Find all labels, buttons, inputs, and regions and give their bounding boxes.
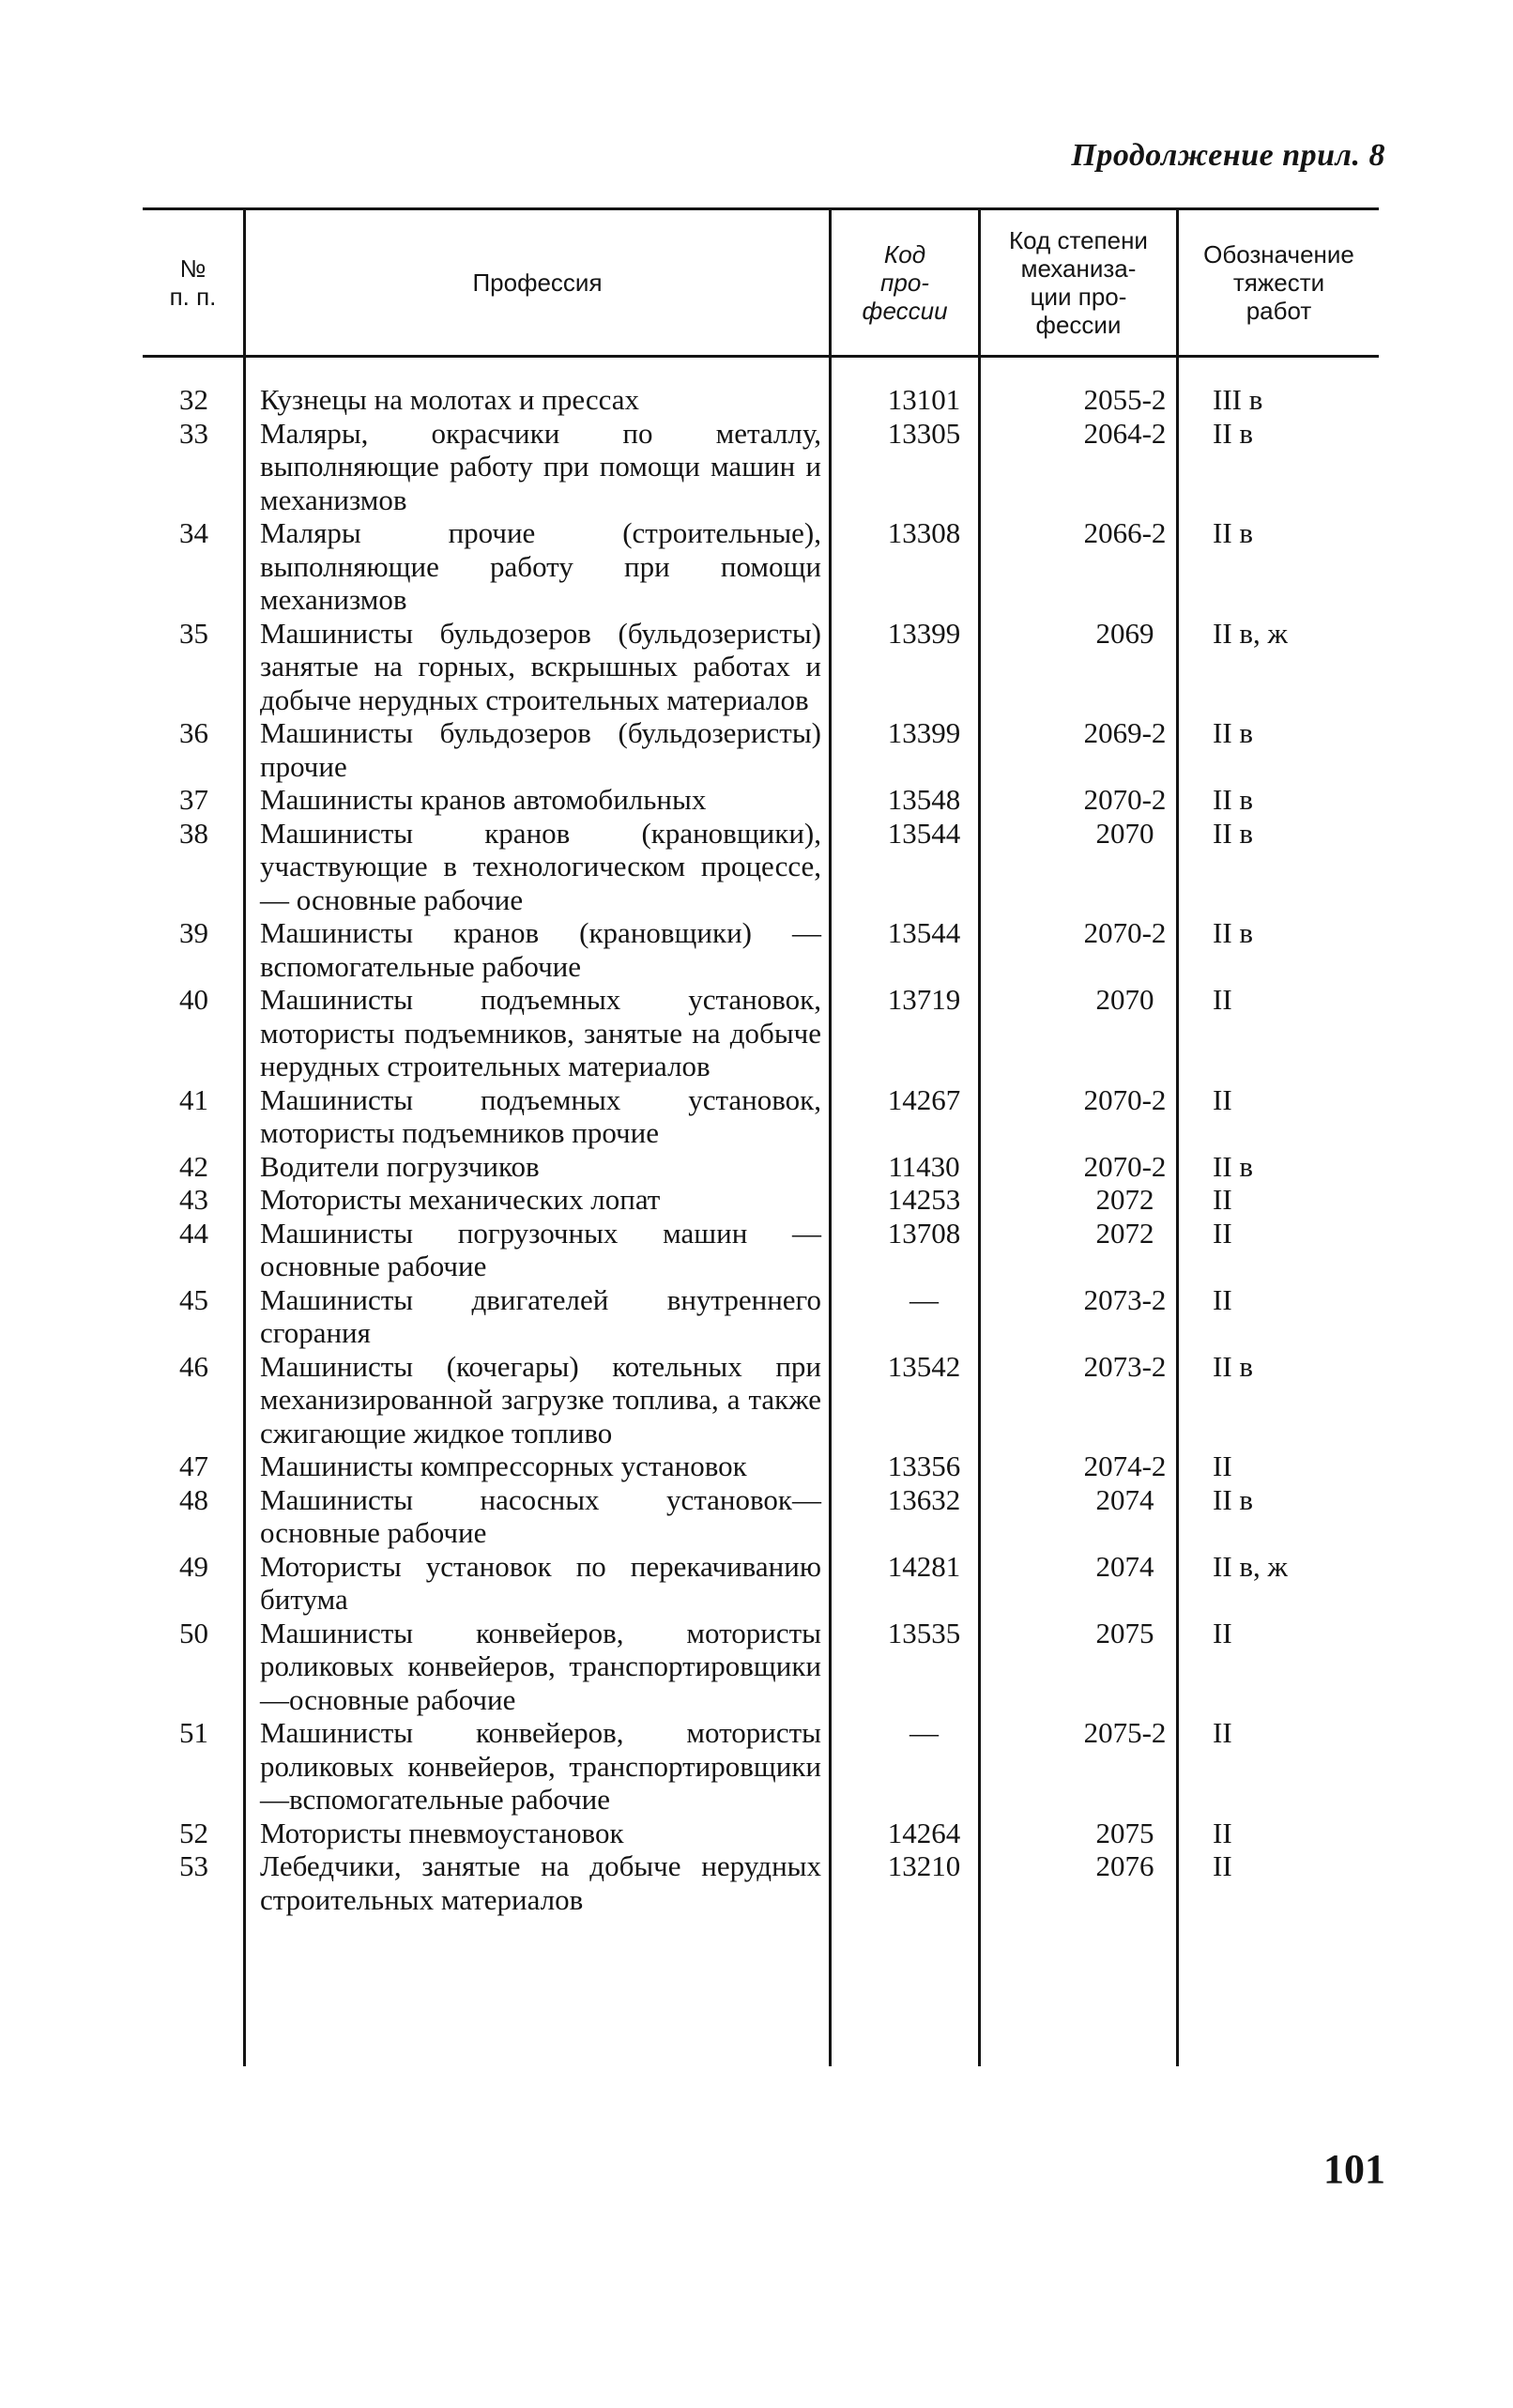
profession-cell: Машинисты двигателей внутреннего сгорания <box>260 1282 821 1349</box>
profession-cell: Машинисты конвейеров, мотористы роликовых конвейеров, транспортировщики—вспомогательные рабочие <box>260 1716 821 1816</box>
difficulty-cell: II <box>1213 1282 1232 1316</box>
row-number: 32 <box>179 383 208 416</box>
mechanization-code-cell: 2069 <box>1095 616 1154 650</box>
mechanization-code-cell: 2075-2 <box>1083 1716 1167 1749</box>
row-number: 39 <box>179 916 208 949</box>
profession-code-cell: 13542 <box>887 1349 961 1383</box>
mechanization-code-cell: 2055-2 <box>1083 383 1167 416</box>
profession-cell: Мотористы установок по перекачиванию битума <box>260 1549 821 1616</box>
difficulty-cell: II <box>1213 1082 1232 1116</box>
profession-cell: Маляры, окрасчики по металлу, выполняющие работу при помощи машин и механизмов <box>260 416 821 516</box>
difficulty-cell: II <box>1213 1449 1232 1482</box>
profession-cell: Кузнецы на молотах и прессах <box>260 383 640 416</box>
difficulty-cell: II <box>1213 1616 1232 1649</box>
profession-code-cell: 13305 <box>887 416 961 450</box>
profession-cell: Машинисты подъемных установок, мотористы подъемников, занятые на добыче нерудных строительных материалов <box>260 983 821 1082</box>
mechanization-code-cell: 2074-2 <box>1083 1449 1167 1482</box>
profession-code-cell: 13544 <box>887 916 961 949</box>
mechanization-code-cell: 2075 <box>1095 1816 1154 1849</box>
difficulty-cell: II в, ж <box>1213 1549 1288 1583</box>
profession-code-cell: 13210 <box>887 1849 961 1882</box>
table-row <box>143 1849 1379 1916</box>
row-number: 37 <box>179 783 208 816</box>
table-row <box>143 1150 1379 1184</box>
profession-code-cell: 14253 <box>887 1183 961 1216</box>
profession-cell: Маляры прочие (строительные), выполняющие работу при помощи механизмов <box>260 516 821 616</box>
continuation-caption: Продолжение прил. 8 <box>1071 138 1385 173</box>
profession-cell: Машинисты конвейеров, мотористы роликовых конвейеров, транспортировщики—основные рабочие <box>260 1616 821 1716</box>
mechanization-code-cell: 2069-2 <box>1083 716 1167 749</box>
profession-code-cell: 13632 <box>887 1482 961 1516</box>
profession-cell: Машинисты компрессорных установок <box>260 1449 747 1482</box>
difficulty-cell: II в <box>1213 1349 1254 1383</box>
profession-cell: Мотористы пневмоустановок <box>260 1816 624 1849</box>
profession-cell: Машинисты подъемных установок, мотористы подъемников прочие <box>260 1082 821 1149</box>
header-hard: Обозначение тяжести работ <box>1203 240 1354 325</box>
profession-code-cell: 11430 <box>888 1149 960 1183</box>
difficulty-cell: II в <box>1213 1149 1254 1183</box>
row-number: 46 <box>179 1349 208 1383</box>
table-row <box>143 417 1379 517</box>
row-number: 34 <box>179 516 208 549</box>
difficulty-cell: III в <box>1213 383 1263 416</box>
profession-code-cell: 13548 <box>887 783 961 816</box>
mechanization-code-cell: 2070-2 <box>1083 916 1167 949</box>
table-row <box>143 1483 1379 1550</box>
profession-code-cell: 14281 <box>887 1549 961 1583</box>
profession-cell: Машинисты кранов (крановщики), участвующие в технологическом процессе, — основные рабочие <box>260 816 821 916</box>
row-number: 40 <box>179 983 208 1016</box>
table-row <box>143 1183 1379 1217</box>
difficulty-cell: II <box>1213 1816 1232 1849</box>
row-number: 47 <box>179 1449 208 1482</box>
mechanization-code-cell: 2073-2 <box>1083 1349 1167 1383</box>
table-row <box>143 1817 1379 1850</box>
mechanization-code-cell: 2070-2 <box>1083 1082 1167 1116</box>
difficulty-cell: II <box>1213 1716 1232 1749</box>
difficulty-cell: II в, ж <box>1213 616 1288 650</box>
profession-code-cell: — <box>909 1282 939 1316</box>
table-row <box>143 1617 1379 1717</box>
table-row <box>143 1217 1379 1283</box>
profession-code-cell: 13399 <box>887 716 961 749</box>
profession-code-cell: 13535 <box>887 1616 961 1649</box>
profession-cell: Машинисты кранов автомобильных <box>260 783 707 816</box>
difficulty-cell: II в <box>1213 416 1254 450</box>
mechanization-code-cell: 2074 <box>1095 1482 1154 1516</box>
difficulty-cell: II в <box>1213 916 1254 949</box>
mechanization-code-cell: 2070-2 <box>1083 1149 1167 1183</box>
profession-code-cell: 13544 <box>887 816 961 850</box>
difficulty-cell: II в <box>1213 1482 1254 1516</box>
row-number: 48 <box>179 1482 208 1516</box>
difficulty-cell: II в <box>1213 816 1254 850</box>
row-number: 52 <box>179 1816 208 1849</box>
profession-cell: Машинисты погрузочных машин — основные рабочие <box>260 1216 821 1282</box>
profession-code-cell: 13399 <box>887 616 961 650</box>
header-profession: Профессия <box>472 268 603 297</box>
table-row <box>143 383 1379 417</box>
table-row <box>143 983 1379 1083</box>
table-row <box>143 1083 1379 1150</box>
row-number: 36 <box>179 716 208 749</box>
mechanization-code-cell: 2074 <box>1095 1549 1154 1583</box>
row-number: 50 <box>179 1616 208 1649</box>
row-number: 41 <box>179 1082 208 1116</box>
mechanization-code-cell: 2070-2 <box>1083 783 1167 816</box>
table-row <box>143 783 1379 817</box>
row-number: 43 <box>179 1183 208 1216</box>
row-number: 44 <box>179 1216 208 1250</box>
profession-cell: Водители погрузчиков <box>260 1149 540 1183</box>
table-header-rule <box>143 355 1379 358</box>
profession-cell: Машинисты бульдозеров (бульдозеристы) занятые на горных, вскрышных работах и добыче нерудных строительных материалов <box>260 616 821 716</box>
table-row <box>143 1350 1379 1450</box>
table-row <box>143 617 1379 717</box>
row-number: 38 <box>179 816 208 850</box>
table-row <box>143 916 1379 983</box>
row-number: 51 <box>179 1716 208 1749</box>
row-number: 33 <box>179 416 208 450</box>
difficulty-cell: II в <box>1213 783 1254 816</box>
header-mech: Код степени механиза- ции про- фессии <box>1009 226 1148 339</box>
table-row <box>143 1716 1379 1817</box>
table-row <box>143 716 1379 783</box>
difficulty-cell: II <box>1213 1183 1232 1216</box>
profession-cell: Машинисты бульдозеров (бульдозеристы) прочие <box>260 716 821 783</box>
mechanization-code-cell: 2072 <box>1095 1183 1154 1216</box>
profession-code-cell: 13356 <box>887 1449 961 1482</box>
mechanization-code-cell: 2066-2 <box>1083 516 1167 549</box>
profession-cell: Машинисты (кочегары) котельных при механизированной загрузке топлива, а также сжигающие жидкое топливо <box>260 1349 821 1449</box>
page-number: 101 <box>1323 2146 1385 2192</box>
mechanization-code-cell: 2073-2 <box>1083 1282 1167 1316</box>
mechanization-code-cell: 2064-2 <box>1083 416 1167 450</box>
difficulty-cell: II в <box>1213 716 1254 749</box>
profession-cell: Мотористы механических лопат <box>260 1183 661 1216</box>
profession-code-cell: — <box>909 1716 939 1749</box>
table-row <box>143 516 1379 617</box>
mechanization-code-cell: 2070 <box>1095 983 1154 1016</box>
profession-code-cell: 14267 <box>887 1082 961 1116</box>
profession-code-cell: 13101 <box>887 383 961 416</box>
table-row <box>143 1449 1379 1483</box>
difficulty-cell: II <box>1213 1849 1232 1882</box>
difficulty-cell: II <box>1213 983 1232 1016</box>
profession-code-cell: 13308 <box>887 516 961 549</box>
difficulty-cell: II в <box>1213 516 1254 549</box>
header-num: № п. п. <box>169 254 217 311</box>
mechanization-code-cell: 2072 <box>1095 1216 1154 1250</box>
profession-code-cell: 13719 <box>887 983 961 1016</box>
row-number: 45 <box>179 1282 208 1316</box>
difficulty-cell: II <box>1213 1216 1232 1250</box>
profession-code-cell: 14264 <box>887 1816 961 1849</box>
profession-cell: Машинисты кранов (крановщики) — вспомогательные рабочие <box>260 916 821 983</box>
row-number: 49 <box>179 1549 208 1583</box>
mechanization-code-cell: 2070 <box>1095 816 1154 850</box>
profession-cell: Машинисты насосных установок—основные рабочие <box>260 1482 821 1549</box>
profession-cell: Лебедчики, занятые на добыче нерудных строительных материалов <box>260 1849 821 1916</box>
table-body <box>143 383 1379 1916</box>
table-row <box>143 1550 1379 1617</box>
row-number: 53 <box>179 1849 208 1882</box>
row-number: 35 <box>179 616 208 650</box>
table-row <box>143 1283 1379 1350</box>
profession-code-cell: 13708 <box>887 1216 961 1250</box>
table-row <box>143 817 1379 917</box>
mechanization-code-cell: 2076 <box>1095 1849 1154 1882</box>
header-code: Код про- фессии <box>862 240 948 325</box>
row-number: 42 <box>179 1149 208 1183</box>
mechanization-code-cell: 2075 <box>1095 1616 1154 1649</box>
